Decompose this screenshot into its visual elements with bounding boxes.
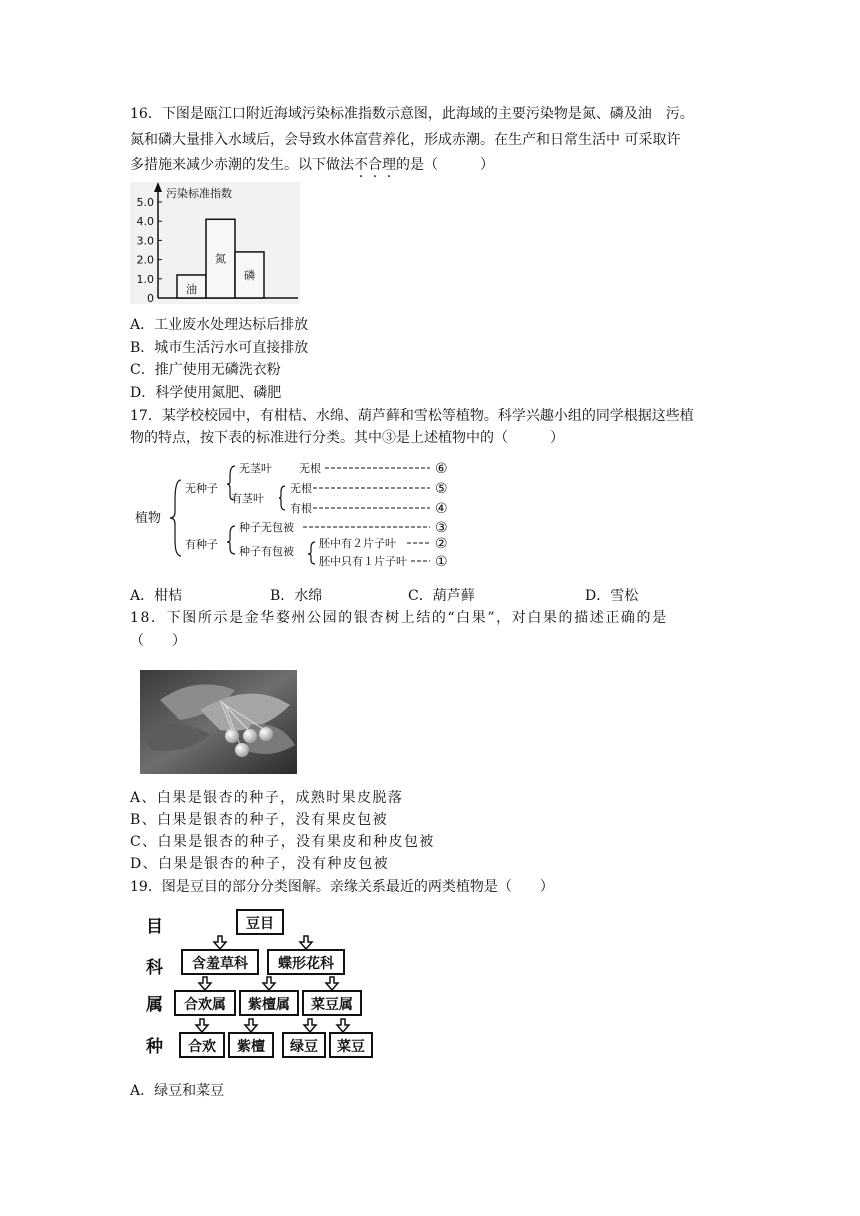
q18-option-c: C、白果是银杏的种子，没有果皮和种皮包被 [130, 834, 435, 850]
y-tick-label: 0 [147, 292, 154, 304]
node-genus-3: 菜豆属 [311, 997, 353, 1013]
key-no-root: 无根 [299, 462, 321, 475]
key-seed-naked: 种子无包被 [239, 521, 294, 534]
arrow-icon [263, 977, 275, 990]
arrow-icon [214, 936, 226, 949]
key-has-stem-leaf: 有茎叶 [231, 492, 264, 505]
key-two-cotyledon: 胚中有２片子叶 [319, 537, 396, 550]
arrow-icon [196, 1019, 208, 1032]
q18-line-1: 18．下图所示是金华婺州公园的银杏树上结的“白果”，对白果的描述正确的是 [130, 610, 668, 626]
q17-line-2: 物的特点，按下表的标准进行分类。其中③是上述植物中的（ ） [130, 430, 564, 446]
q16-option-d: D．科学使用氮肥、磷肥 [130, 385, 282, 401]
key-has-seed: 有种子 [185, 538, 218, 551]
q16-line-1: 16．下图是瓯江口附近海域污染标准指数示意图，此海域的主要污染物是氮、磷及油 污。 [130, 106, 694, 122]
arrow-icon [337, 1019, 349, 1032]
q18-option-d: D、白果是银杏的种子，没有种皮包被 [130, 856, 390, 872]
node-genus-1: 合欢属 [184, 997, 226, 1013]
q16-emph-2: 合 [368, 157, 382, 173]
q16-emph-1: 不 [354, 157, 368, 173]
q18-option-b: B、白果是银杏的种子，没有果皮包被 [130, 812, 389, 828]
q17-line-1: 17．某学校校园中，有柑桔、水绵、葫芦藓和雪松等植物。科学兴趣小组的同学根据这些植 [130, 408, 694, 424]
rank-order: 目 [146, 917, 163, 937]
bar-category-label: 氮 [215, 252, 226, 266]
node-family-1: 含羞草科 [192, 956, 248, 972]
y-tick-label: 1.0 [136, 272, 154, 286]
key-root: 植物 [135, 511, 162, 526]
q19-line-1: 19．图是豆目的部分分类图解。亲缘关系最近的两类植物是（ ） [130, 879, 554, 895]
q16-option-b: B．城市生活污水可直接排放 [130, 340, 309, 356]
key-mark-2: ② [435, 536, 448, 552]
y-tick-label: 4.0 [136, 215, 154, 229]
node-genus-2: 紫檀属 [248, 997, 290, 1013]
rank-species: 种 [146, 1037, 163, 1057]
chart-title: 污染标准指数 [166, 187, 232, 200]
y-tick-label: 5.0 [136, 196, 154, 209]
node-species-3: 绿豆 [290, 1039, 318, 1055]
node-species-2: 紫檀 [237, 1039, 265, 1055]
q17-option-d: D．雪松 [585, 588, 639, 604]
q19-option-a: A．绿豆和菜豆 [130, 1083, 225, 1099]
bar-category-label: 油 [186, 283, 197, 296]
node-species-1: 合欢 [188, 1039, 216, 1055]
plant-classification-key [135, 460, 465, 572]
key-mark-1: ① [435, 554, 448, 570]
bar-category-label: 磷 [244, 268, 255, 282]
arrow-icon [304, 1019, 316, 1032]
q16-line-3-tail: 的是（ ） [396, 157, 494, 173]
key-mark-3: ③ [435, 520, 448, 536]
q16-line-3 [130, 155, 494, 175]
key-has-root: 有根 [290, 502, 312, 515]
q18-line-2: （ ） [130, 633, 186, 649]
legume-classification-tree [140, 905, 380, 1061]
rank-family: 科 [146, 958, 163, 978]
q16-line-2: 氮和磷大量排入水域后，会导致水体富营养化，形成赤潮。在生产和日常生活中 可采取许 [130, 132, 681, 148]
q17-option-c: C．葫芦藓 [408, 588, 475, 604]
y-tick-label: 3.0 [136, 234, 154, 248]
q17-option-b: B．水绵 [270, 588, 323, 604]
ginkgo-photo [140, 670, 297, 774]
y-tick-label: 2.0 [136, 253, 154, 267]
q16-option-c: C．推广使用无磷洗衣粉 [130, 362, 281, 378]
key-seed-covered: 种子有包被 [239, 545, 294, 558]
arrow-icon [326, 977, 338, 990]
q18-option-a: A、白果是银杏的种子，成熟时果皮脱落 [130, 790, 404, 806]
node-order: 豆目 [246, 916, 274, 932]
arrow-icon [300, 936, 312, 949]
arrow-icon [245, 1019, 257, 1032]
q17-option-a: A．柑桔 [130, 588, 183, 604]
arrow-icon [199, 977, 211, 990]
key-no-root-2: 无根 [290, 482, 312, 495]
q16-line-3-head: 多措施来减少赤潮的发生。以下做法 [130, 157, 354, 173]
node-family-2: 蝶形花科 [278, 956, 334, 972]
rank-genus: 属 [146, 995, 163, 1015]
key-no-seed: 无种子 [185, 482, 218, 495]
key-no-stem-leaf: 无茎叶 [239, 462, 272, 475]
q16-emph-3: 理 [382, 157, 396, 173]
key-mark-5: ⑤ [435, 481, 448, 497]
key-one-cotyledon: 胚中只有１片子叶 [319, 555, 407, 568]
pollution-bar-chart [130, 182, 300, 304]
q16-option-a: A．工业废水处理达标后排放 [130, 317, 309, 333]
key-mark-6: ⑥ [435, 461, 448, 477]
node-species-4: 菜豆 [337, 1039, 365, 1055]
key-mark-4: ④ [435, 501, 448, 517]
